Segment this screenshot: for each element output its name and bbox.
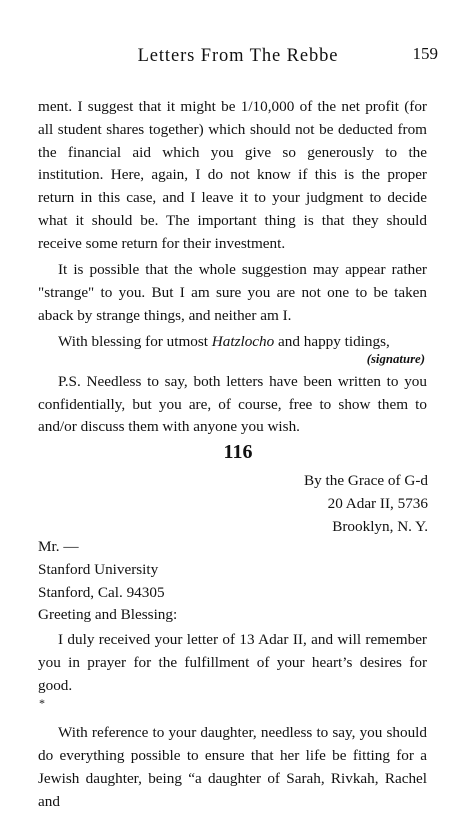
blessing-italic-term: Hatzlocho — [211, 332, 275, 350]
postscript: P.S. Needless to say, both letters have been written to you confidentially, but you are, of course, free to show them to and/or discuss them with anyone you wish. — [38, 372, 427, 436]
previous-letter-continuation — [38, 96, 427, 439]
letter-body — [38, 629, 427, 814]
paragraph: I duly received your letter of 13 Adar II, and will remember you in prayer for the fulfillment of your heart’s desires for good. — [38, 631, 427, 694]
blessing-text: With blessing for utmost — [58, 332, 212, 350]
paragraph: It is possible that the whole suggestion may appear rather "strange" to you. But I am sure you are not one to be taken aback by strange things, and neither am I. — [38, 261, 427, 324]
dateline — [304, 470, 428, 538]
page-number: 159 — [412, 44, 438, 63]
recipient-address — [38, 536, 177, 627]
address-line: Stanford University — [38, 560, 159, 578]
blessing-text-end: and happy tidings, — [274, 332, 390, 350]
running-title: Letters From The Rebbe — [137, 46, 339, 66]
running-header — [0, 44, 476, 72]
letter-number: 116 — [223, 441, 253, 463]
footnote-marker: * — [39, 696, 45, 711]
dateline-line: 20 Adar II, 5736 — [327, 494, 428, 512]
paragraph: With reference to your daughter, needless to say, you should do everything possible to ensure that her life be fitting for a Jewish daughter, being “a daughter of Sarah, Rivkah, Rachel and — [38, 724, 427, 810]
signature-note: (signature) — [366, 351, 425, 366]
dateline-line: Brooklyn, N. Y. — [332, 517, 428, 535]
address-line: Mr. — — [38, 538, 79, 555]
greeting: Greeting and Blessing: — [38, 606, 178, 624]
paragraph: ment. I suggest that it might be 1/10,000 of the net profit (for all student shares together) which should not be deducted from the financial aid which you give so generously to the institution. Here, again, I do not know if this is the proper return in this case, and I leave it to your judgment to decide what it should be. The important thing is that they should receive some return for their investment. — [38, 98, 427, 252]
dateline-line: By the Grace of G-d — [304, 472, 428, 489]
closing-blessing — [38, 331, 427, 354]
address-line: Stanford, Cal. 94305 — [38, 583, 165, 601]
